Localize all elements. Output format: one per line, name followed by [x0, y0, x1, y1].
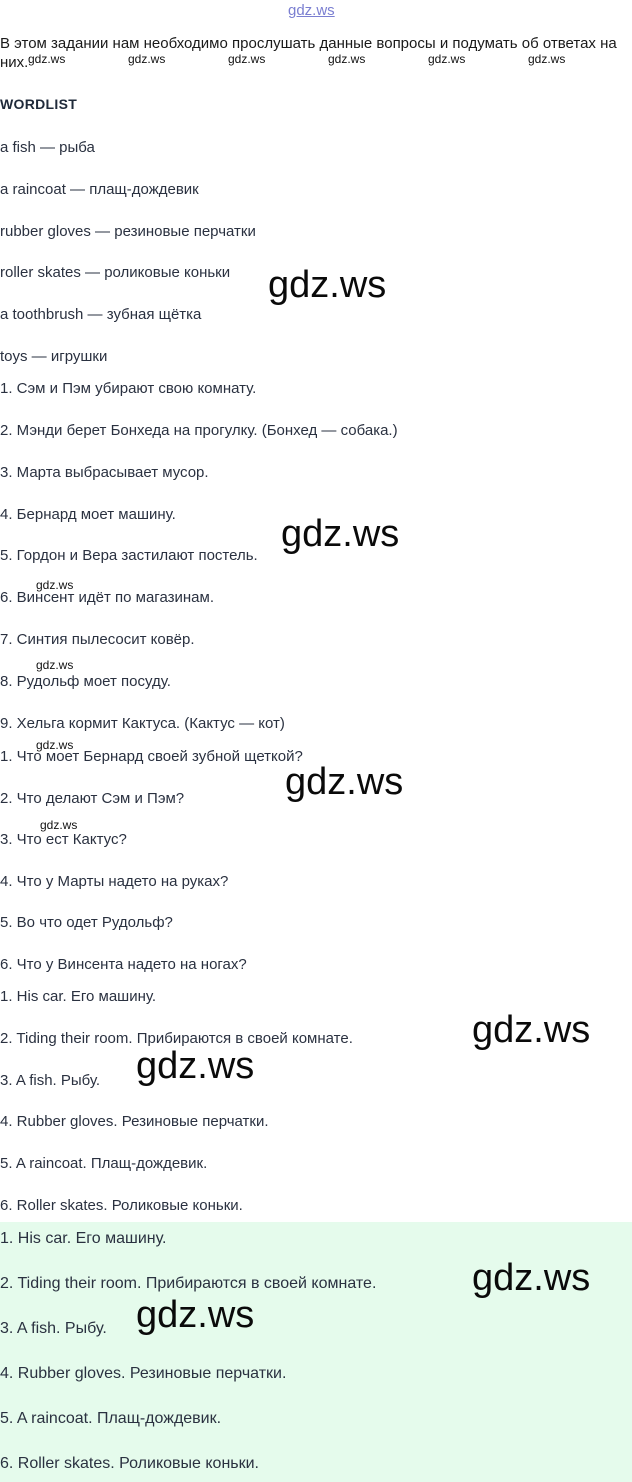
watermark-large: gdz.ws	[136, 1294, 255, 1336]
answer-highlight-item: 2. Tiding their room. Прибираются в своей комнате.	[0, 1275, 377, 1292]
answer-item: 5. A raincoat. Плащ-дождевик.	[0, 1155, 208, 1172]
watermark-small: gdz.ws	[28, 52, 66, 66]
watermark-large: gdz.ws	[136, 1045, 255, 1087]
wordlist-item: a fish — рыба	[0, 139, 95, 156]
answer-item: 3. A fish. Рыбу.	[0, 1072, 101, 1089]
intro-text: В этом задании нам необходимо прослушать данные вопросы и подумать об ответах на них.	[0, 35, 617, 71]
question-item: 5. Во что одет Рудольф?	[0, 914, 173, 931]
answer-highlight-item: 4. Rubber gloves. Резиновые перчатки.	[0, 1365, 287, 1382]
statement-item: 1. Сэм и Пэм убирают свою комнату.	[0, 380, 257, 397]
question-item: 4. Что у Марты надето на руках?	[0, 873, 229, 890]
watermark-small: gdz.ws	[428, 52, 466, 66]
answer-item: 4. Rubber gloves. Резиновые перчатки.	[0, 1113, 269, 1130]
watermark-small: gdz.ws	[528, 52, 566, 66]
statement-item: 3. Марта выбрасывает мусор.	[0, 464, 209, 481]
watermark-small: gdz.ws	[128, 52, 166, 66]
answer-item: 1. His car. Его машину.	[0, 988, 157, 1005]
statement-item: 7. Синтия пылесосит ковёр.	[0, 631, 195, 648]
answer-item: 2. Tiding their room. Прибираются в своей комнате.	[0, 1030, 353, 1047]
question-item: 3. Что ест Кактус?	[0, 831, 127, 848]
answer-highlight-item: 5. A raincoat. Плащ-дождевик.	[0, 1410, 222, 1427]
statement-item: 5. Гордон и Вера застилают постель.	[0, 547, 258, 564]
statement-item: 2. Мэнди берет Бонхеда на прогулку. (Бонхед — собака.)	[0, 422, 398, 439]
answer-highlight-item: 1. His car. Его машину.	[0, 1230, 167, 1247]
question-item: 1. Что моет Бернард своей зубной щеткой?	[0, 748, 303, 765]
statement-item: 4. Бернард моет машину.	[0, 506, 176, 523]
statement-item: 8. Рудольф моет посуду.	[0, 673, 171, 690]
wordlist-item: a raincoat — плащ-дождевик	[0, 181, 199, 198]
watermark-large: gdz.ws	[268, 264, 387, 306]
watermark-large: gdz.ws	[281, 513, 400, 555]
question-item: 6. Что у Винсента надето на ногах?	[0, 956, 247, 973]
statement-item: 6. Винсент идёт по магазинам.	[0, 589, 214, 606]
watermark-small: gdz.ws	[36, 738, 74, 752]
watermark-small: gdz.ws	[228, 52, 266, 66]
wordlist-item: toys — игрушки	[0, 348, 108, 365]
wordlist-item: a toothbrush — зубная щётка	[0, 306, 202, 323]
wordlist-heading: WORDLIST	[0, 96, 78, 112]
watermark-large: gdz.ws	[472, 1009, 591, 1051]
watermark-small: gdz.ws	[328, 52, 366, 66]
answer-highlight-item: 6. Roller skates. Роликовые коньки.	[0, 1455, 259, 1472]
wordlist-item: roller skates — роликовые коньки	[0, 264, 231, 281]
question-item: 2. Что делают Сэм и Пэм?	[0, 790, 185, 807]
watermark-large: gdz.ws	[472, 1257, 591, 1299]
watermark-small: gdz.ws	[36, 658, 74, 672]
site-link[interactable]: gdz.ws	[288, 2, 335, 19]
watermark-small: gdz.ws	[36, 578, 74, 592]
answer-highlight-item: 3. A fish. Рыбу.	[0, 1320, 107, 1337]
statement-item: 9. Хельга кормит Кактуса. (Кактус — кот)	[0, 715, 285, 732]
answer-item: 6. Roller skates. Роликовые коньки.	[0, 1197, 243, 1214]
watermark-small: gdz.ws	[40, 818, 78, 832]
watermark-large: gdz.ws	[285, 761, 404, 803]
wordlist-item: rubber gloves — резиновые перчатки	[0, 223, 256, 240]
